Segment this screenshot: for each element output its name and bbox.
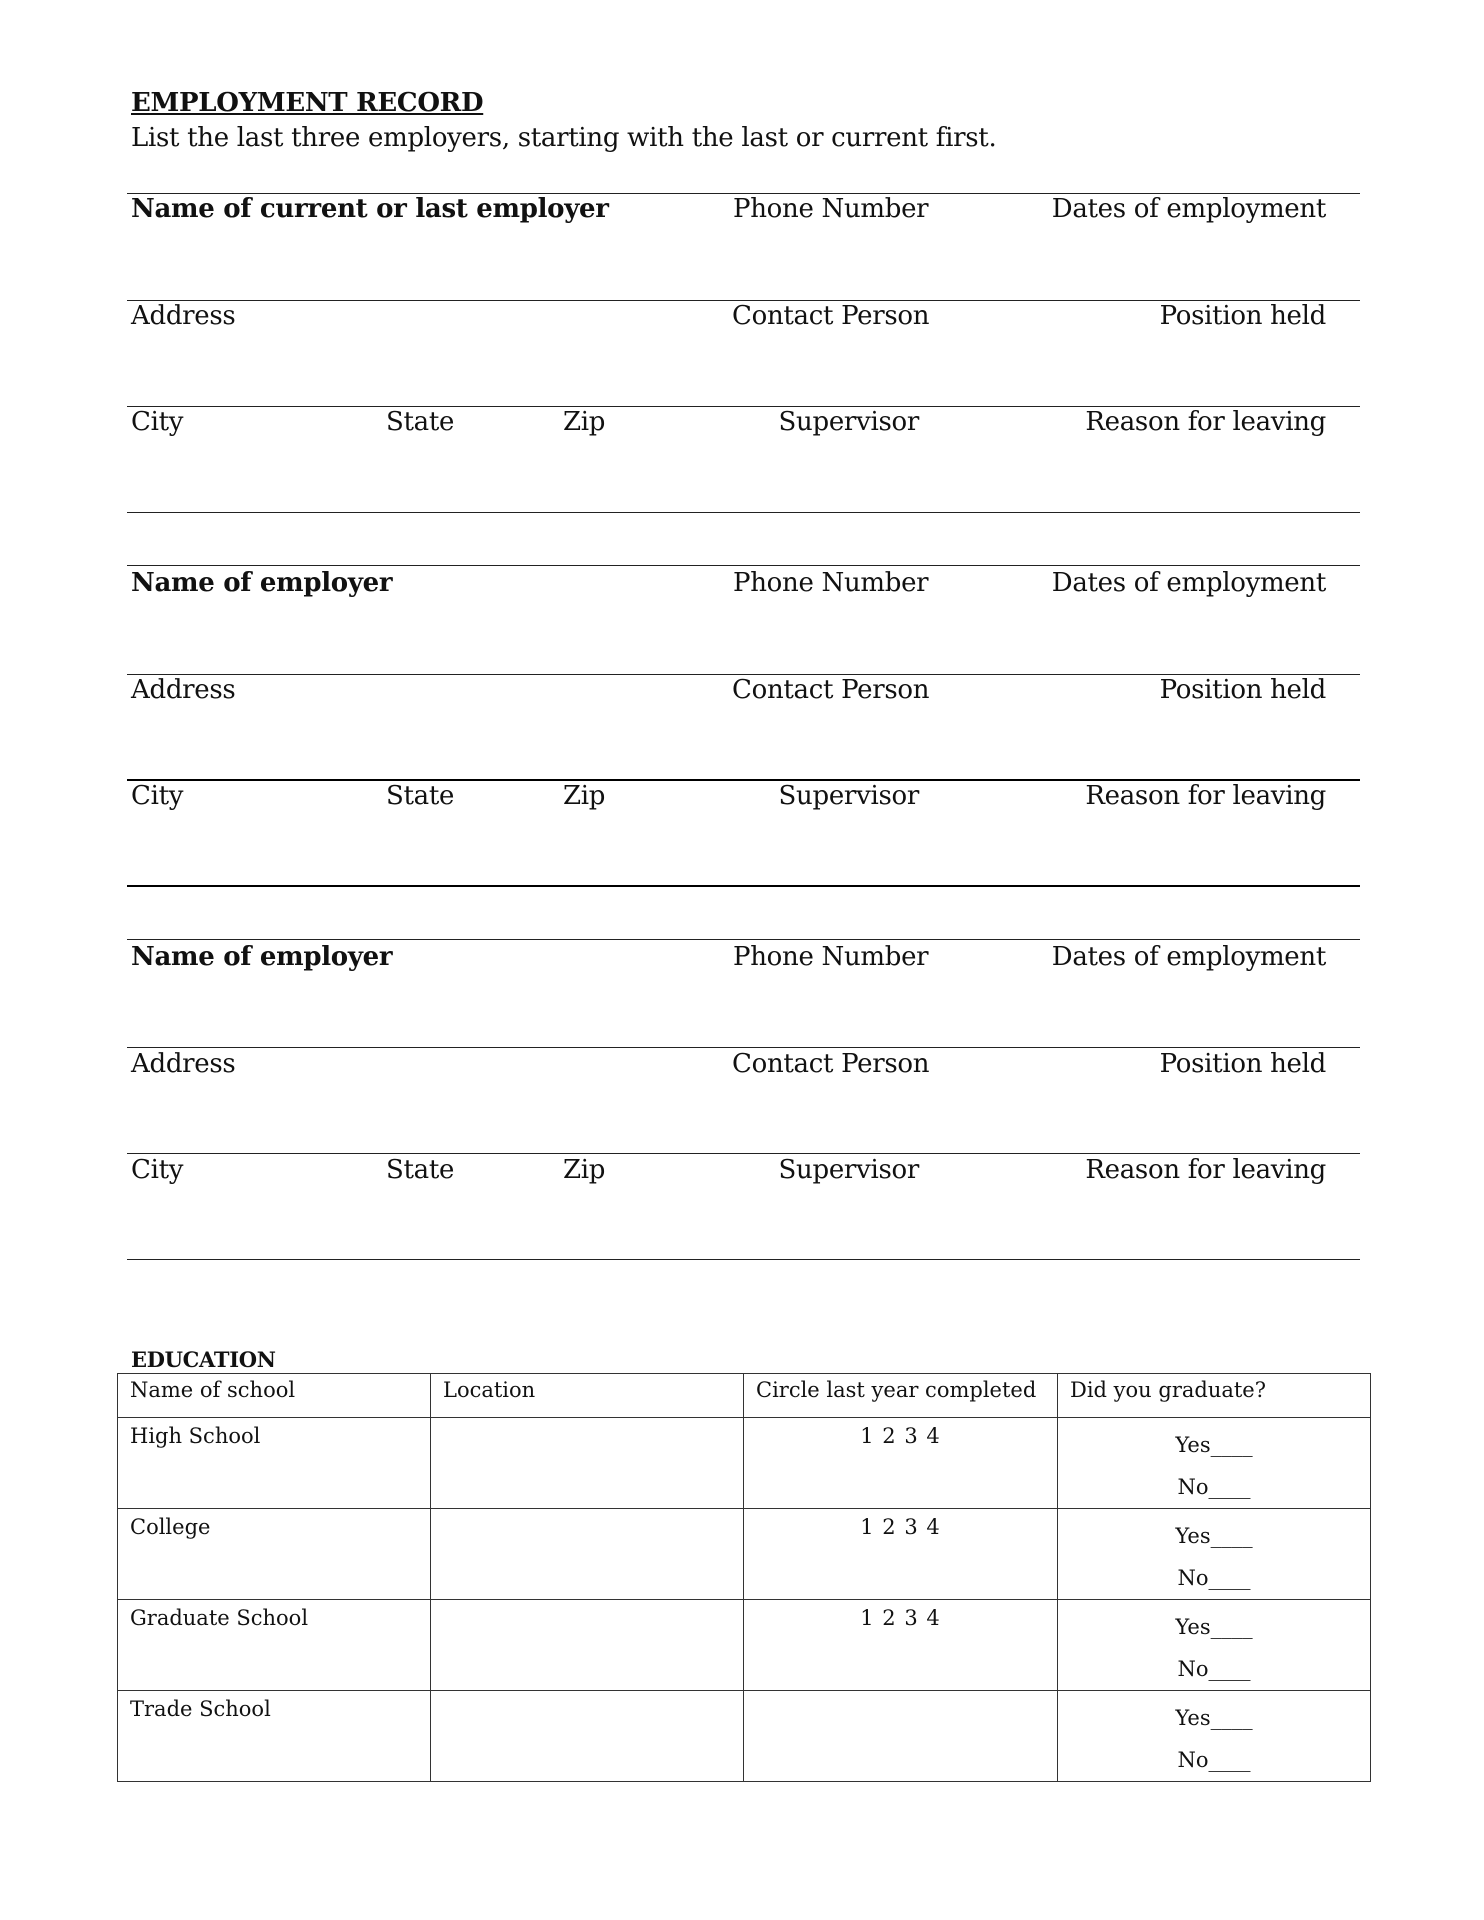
- contact-person-label: Contact Person: [732, 675, 930, 705]
- state-label: State: [386, 781, 455, 811]
- position-held-label: Position held: [1159, 301, 1326, 331]
- reason-for-leaving-label: Reason for leaving: [1085, 1155, 1326, 1185]
- employer-name-label: Name of employer: [131, 568, 393, 598]
- year-completed-cell[interactable]: 1 2 3 4: [744, 1418, 1058, 1509]
- column-header: Did you graduate?: [1058, 1374, 1371, 1418]
- graduated-yes[interactable]: Yes____: [1175, 1615, 1253, 1639]
- column-header: Circle last year completed: [744, 1374, 1058, 1418]
- table-row: [118, 1418, 1371, 1509]
- column-header: Location: [431, 1374, 744, 1418]
- employer-name-label: Name of current or last employer: [131, 194, 609, 224]
- year-completed-cell[interactable]: 1 2 3 4: [744, 1509, 1058, 1600]
- table-row: [118, 1691, 1371, 1782]
- reason-for-leaving-label: Reason for leaving: [1085, 781, 1326, 811]
- location-cell[interactable]: [431, 1418, 744, 1509]
- address-label: Address: [131, 301, 236, 331]
- page-subtitle: List the last three employers, starting with the last or current first.: [131, 123, 997, 153]
- divider: [127, 1153, 1360, 1154]
- position-held-label: Position held: [1159, 675, 1326, 705]
- dates-of-employment-label: Dates of employment: [1051, 194, 1326, 224]
- state-label: State: [386, 1155, 455, 1185]
- graduated-cell[interactable]: [1058, 1509, 1371, 1600]
- city-label: City: [131, 407, 184, 437]
- address-label: Address: [131, 1049, 236, 1079]
- employer-name-label: Name of employer: [131, 942, 393, 972]
- school-name-cell: Graduate School: [118, 1600, 431, 1691]
- school-name-cell: High School: [118, 1418, 431, 1509]
- graduated-yes[interactable]: Yes____: [1175, 1706, 1253, 1730]
- graduated-no[interactable]: No____: [1177, 1475, 1251, 1499]
- divider: [127, 512, 1360, 513]
- city-label: City: [131, 1155, 184, 1185]
- year-completed-cell[interactable]: [744, 1691, 1058, 1782]
- table-header-row: [118, 1374, 1371, 1418]
- graduated-no[interactable]: No____: [1177, 1566, 1251, 1590]
- graduated-no[interactable]: No____: [1177, 1748, 1251, 1772]
- city-label: City: [131, 781, 184, 811]
- phone-number-label: Phone Number: [733, 568, 929, 598]
- graduated-yes[interactable]: Yes____: [1175, 1433, 1253, 1457]
- divider: [127, 565, 1360, 566]
- supervisor-label: Supervisor: [778, 1155, 919, 1185]
- school-name-cell: Trade School: [118, 1691, 431, 1782]
- location-cell[interactable]: [431, 1509, 744, 1600]
- column-header: Name of school: [118, 1374, 431, 1418]
- table-row: [118, 1600, 1371, 1691]
- phone-number-label: Phone Number: [733, 942, 929, 972]
- page-title: EMPLOYMENT RECORD: [131, 88, 484, 118]
- contact-person-label: Contact Person: [732, 1049, 930, 1079]
- reason-for-leaving-label: Reason for leaving: [1085, 407, 1326, 437]
- zip-label: Zip: [563, 1155, 606, 1185]
- dates-of-employment-label: Dates of employment: [1051, 568, 1326, 598]
- supervisor-label: Supervisor: [778, 781, 919, 811]
- graduated-cell[interactable]: [1058, 1418, 1371, 1509]
- location-cell[interactable]: [431, 1691, 744, 1782]
- year-completed-cell[interactable]: 1 2 3 4: [744, 1600, 1058, 1691]
- school-name-cell: College: [118, 1509, 431, 1600]
- location-cell[interactable]: [431, 1600, 744, 1691]
- graduated-no[interactable]: No____: [1177, 1657, 1251, 1681]
- education-title: EDUCATION: [131, 1347, 276, 1372]
- phone-number-label: Phone Number: [733, 194, 929, 224]
- education-table: [117, 1373, 1371, 1782]
- divider: [127, 939, 1360, 940]
- address-label: Address: [131, 675, 236, 705]
- divider: [127, 1047, 1360, 1048]
- contact-person-label: Contact Person: [732, 301, 930, 331]
- supervisor-label: Supervisor: [778, 407, 919, 437]
- divider: [127, 1259, 1360, 1260]
- position-held-label: Position held: [1159, 1049, 1326, 1079]
- state-label: State: [386, 407, 455, 437]
- zip-label: Zip: [563, 781, 606, 811]
- table-row: [118, 1509, 1371, 1600]
- graduated-yes[interactable]: Yes____: [1175, 1524, 1253, 1548]
- zip-label: Zip: [563, 407, 606, 437]
- graduated-cell[interactable]: [1058, 1600, 1371, 1691]
- divider: [127, 885, 1360, 887]
- dates-of-employment-label: Dates of employment: [1051, 942, 1326, 972]
- graduated-cell[interactable]: [1058, 1691, 1371, 1782]
